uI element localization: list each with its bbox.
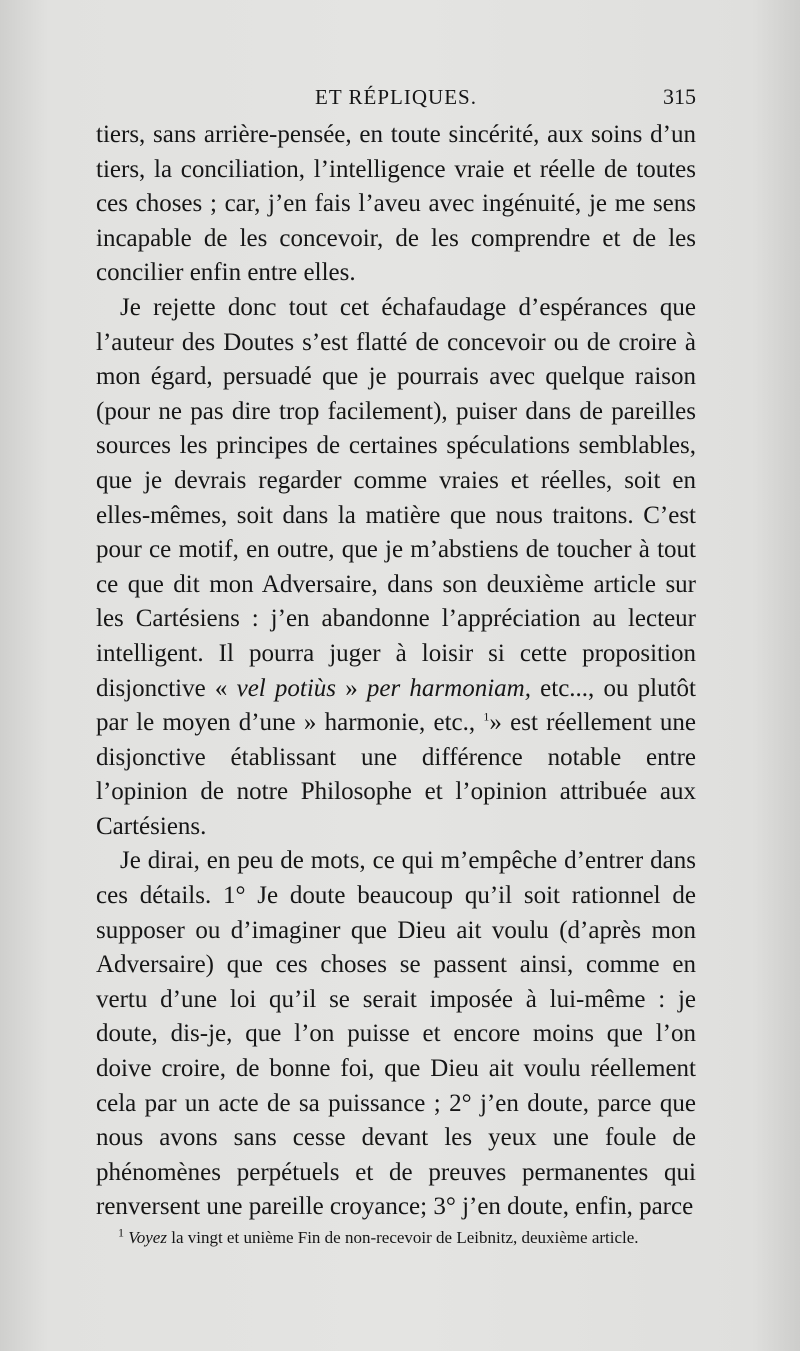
paragraph-1 — [96, 118, 696, 291]
running-head — [96, 80, 696, 114]
paragraph-2 — [96, 291, 696, 845]
footnote-mark: 1 — [118, 1225, 124, 1240]
quote-rest: etc..., ou plutôt par le moyen d’une » harmonie, etc., — [96, 674, 697, 737]
footnote-1 — [96, 1226, 696, 1250]
latin-phrase-1: vel potiùs — [236, 674, 337, 702]
quote-close: » est réellement une disjonctive établissant une différence notable entre l’opinion de notre Philosophe et l’opinion attribuée aux Cartésiens. — [96, 709, 696, 840]
quote-open: « — [214, 674, 237, 702]
quote-separator: » — [336, 674, 367, 702]
paragraph-3-text: Je dirai, en peu de mots, ce qui m’empêche d’entrer dans ces détails. 1° Je doute beaucoup qu’il soit rationnel de supposer ou d’imaginer que Dieu ait voulu (d’après mon Adversaire) que ces choses se passent ainsi, comme en vertu d’une loi qu’il se serait imposée à lui-même : je doute, dis-je, que l’on puisse et encore moins que l’on doive croire, de bonne foi, que Dieu ait voulu réellement cela par un acte de sa puissance ; 2° j’en doute, parce que nous avons sans cesse devant les yeux une foule de phénomènes perpétuels et de preuves permanentes qui renversent une pareille croyance; 3° j’en doute, enfin, parce — [96, 847, 696, 1221]
paragraph-2-text: Je rejette donc tout cet échafaudage d’espérances que l’auteur des Doutes s’est flatté de concevoir ou de croire à mon égard, persuadé que je pourrais avec quelque raison (pour ne pas dire trop facilement), puiser dans de pareilles sources les principes de certaines spéculations semblables, que je devrais regarder comme vraies et réelles, soit en elles-mêmes, soit dans la matière que nous traitons. C’est pour ce motif, en outre, que je m’abstiens de toucher à tout ce que dit mon Adversaire, dans son deuxième article sur les Cartésiens : j’en abandonne l’appréciation au lecteur intelligent. Il pourra juger à loisir si cette proposition disjonctive — [96, 293, 696, 702]
latin-phrase-2: per harmoniam, — [366, 674, 531, 702]
footnote-lead: Voyez — [128, 1228, 167, 1247]
footnote-reference: 1 — [483, 709, 490, 724]
footnote-text: la vingt et unième Fin de non-recevoir de Leibnitz, deuxième article. — [166, 1228, 639, 1247]
page-number: 315 — [663, 84, 696, 109]
running-title: ET RÉPLIQUES. — [315, 85, 477, 109]
text-body — [96, 118, 696, 1225]
paragraph-3 — [96, 844, 696, 1225]
footnotes — [96, 1226, 696, 1250]
paragraph-1-text: tiers, sans arrière-pensée, en toute sincérité, aux soins d’un tiers, la conciliation, l’intelligence vraie et réelle de toutes ces choses ; car, j’en fais l’aveu avec ingénuité, je me sens incapable de les concevoir, de les comprendre et de les concilier enfin entre elles. — [96, 121, 696, 287]
